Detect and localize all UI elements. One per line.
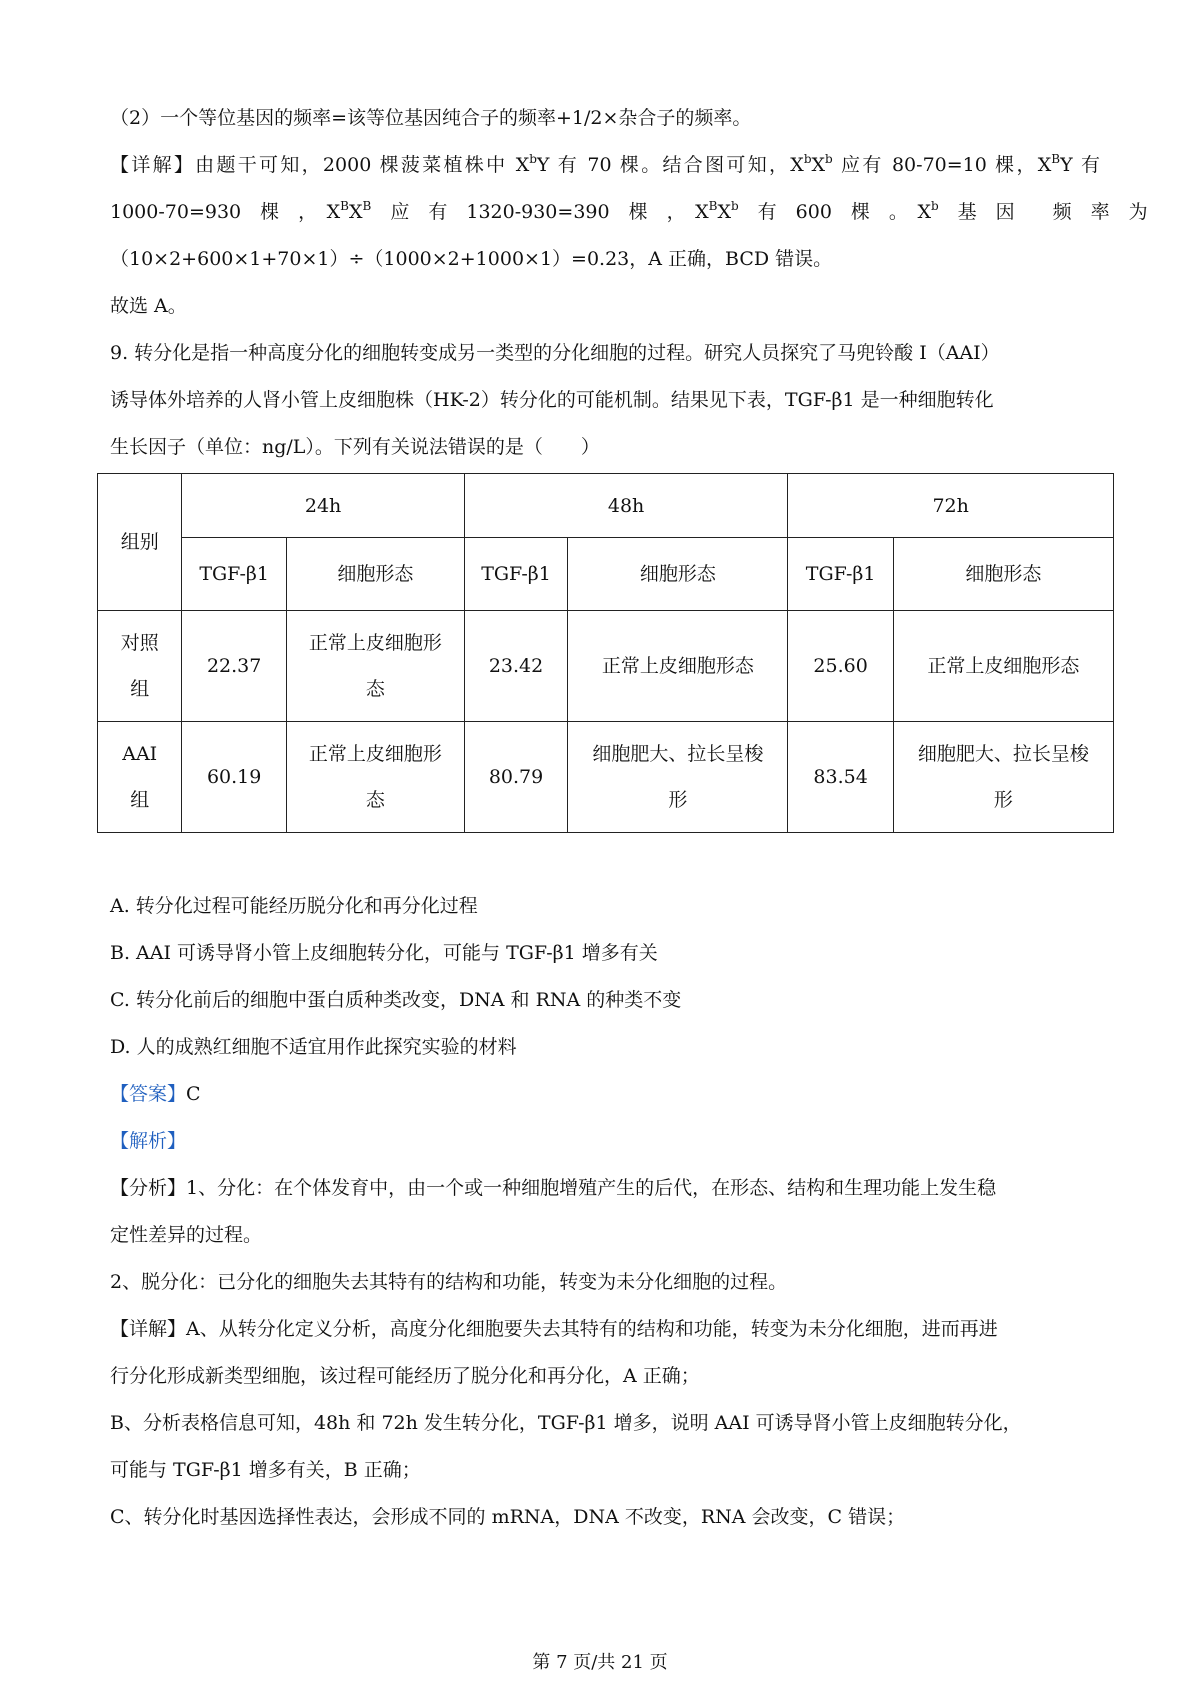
option-d: D. 人的成熟红细胞不适宜用作此探究实验的材料 <box>110 1036 517 1058</box>
group-header-cell: 组别 <box>98 474 182 611</box>
explain-line-7: 可能与 TGF-β1 增多有关，B 正确； <box>110 1459 421 1481</box>
explain-line-1: 【分析】1、分化：在个体发育中，由一个或一种细胞增殖产生的后代，在形态、结构和生理功能上发生稳 <box>110 1177 997 1199</box>
morph-cell: 正常上皮细胞形 态 <box>286 722 464 833</box>
morph-cell: 细胞肥大、拉长呈梭 形 <box>568 722 788 833</box>
sub-morph-72h: 细胞形态 <box>893 538 1113 611</box>
group-cell: 对照 组 <box>98 611 182 722</box>
option-a: A. 转分化过程可能经历脱分化和再分化过程 <box>110 895 478 917</box>
results-table <box>97 473 1114 833</box>
page-number: 第 7 页/共 21 页 <box>532 1652 668 1673</box>
sub-morph-24h: 细胞形态 <box>286 538 464 611</box>
tgf-value: 22.37 <box>182 611 287 722</box>
explain-line-8: C、转分化时基因选择性表达，会形成不同的 mRNA，DNA 不改变，RNA 会改变，C 错误； <box>110 1506 906 1528</box>
morph-cell: 正常上皮细胞形 态 <box>286 611 464 722</box>
table-row-aai <box>98 722 1114 833</box>
question-line-2: 诱导体外培养的人肾小管上皮细胞株（HK-2）转分化的可能机制。结果见下表，TGF-β1 是一种细胞转化 <box>110 389 994 411</box>
table-header-row <box>98 474 1114 538</box>
answer-value: C <box>186 1083 201 1105</box>
tgf-value: 60.19 <box>182 722 287 833</box>
explain-line-3: 2、脱分化：已分化的细胞失去其特有的结构和功能，转变为未分化细胞的过程。 <box>110 1271 788 1293</box>
morph-cell: 正常上皮细胞形态 <box>568 611 788 722</box>
question-line-3: 生长因子（单位：ng/L）。下列有关说法错误的是（ ） <box>110 436 600 458</box>
morph-cell: 正常上皮细胞形态 <box>893 611 1113 722</box>
time-header-24h: 24h <box>182 474 464 538</box>
detail-line-1: 【详解】由题干可知，2000 棵菠菜植株中 $X^bY$ 有 70 棵。结合图可知，$X^bX^b$ 应有 80-70=10 棵，$X^BY$ 有 <box>110 152 1101 176</box>
time-header-72h: 72h <box>788 474 1114 538</box>
tgf-value: 25.60 <box>788 611 894 722</box>
sub-tgf-72h: TGF-β1 <box>788 538 894 611</box>
sub-tgf-24h: TGF-β1 <box>182 538 287 611</box>
explain-line-6: B、分析表格信息可知，48h 和 72h 发生转分化，TGF-β1 增多，说明 AAI 可诱导肾小管上皮细胞转分化， <box>110 1412 1022 1434</box>
detail-line-2: 1000-70=930 棵 ， $X^BX^B$ 应 有 1320-930=390 棵 ， $X^BX^b$ 有 600 棵 。 $X^b$ 基 因 频 率 为 <box>110 199 1148 223</box>
tgf-value: 80.79 <box>464 722 568 833</box>
answer-line <box>110 1081 201 1107</box>
question-line-1: 9. 转分化是指一种高度分化的细胞转变成另一类型的分化细胞的过程。研究人员探究了马兜铃酸 I（AAI） <box>110 342 1000 364</box>
table-subheader-row <box>98 538 1114 611</box>
option-c: C. 转分化前后的细胞中蛋白质种类改变，DNA 和 RNA 的种类不变 <box>110 989 682 1011</box>
table-row-control <box>98 611 1114 722</box>
explain-line-2: 定性差异的过程。 <box>110 1224 263 1246</box>
answer-label: 【答案】 <box>110 1083 187 1105</box>
sub-morph-48h: 细胞形态 <box>568 538 788 611</box>
explain-line-4: 【详解】A、从转分化定义分析，高度分化细胞要失去其特有的结构和功能，转变为未分化细胞，进而再进 <box>110 1318 998 1340</box>
formula-note: （2）一个等位基因的频率=该等位基因纯合子的频率+1/2×杂合子的频率。 <box>110 107 752 129</box>
sub-tgf-48h: TGF-β1 <box>464 538 568 611</box>
group-cell: AAI 组 <box>98 722 182 833</box>
detail-line-4: 故选 A。 <box>110 295 187 317</box>
option-b: B. AAI 可诱导肾小管上皮细胞转分化，可能与 TGF-β1 增多有关 <box>110 942 658 964</box>
morph-cell: 细胞肥大、拉长呈梭 形 <box>893 722 1113 833</box>
time-header-48h: 48h <box>464 474 788 538</box>
analysis-label: 【解析】 <box>110 1130 187 1152</box>
explain-line-5: 行分化形成新类型细胞，该过程可能经历了脱分化和再分化，A 正确； <box>110 1365 700 1387</box>
tgf-value: 83.54 <box>788 722 894 833</box>
detail-line-3: （10×2+600×1+70×1）÷（1000×2+1000×1）=0.23，A 正确，BCD 错误。 <box>110 248 833 270</box>
tgf-value: 23.42 <box>464 611 568 722</box>
